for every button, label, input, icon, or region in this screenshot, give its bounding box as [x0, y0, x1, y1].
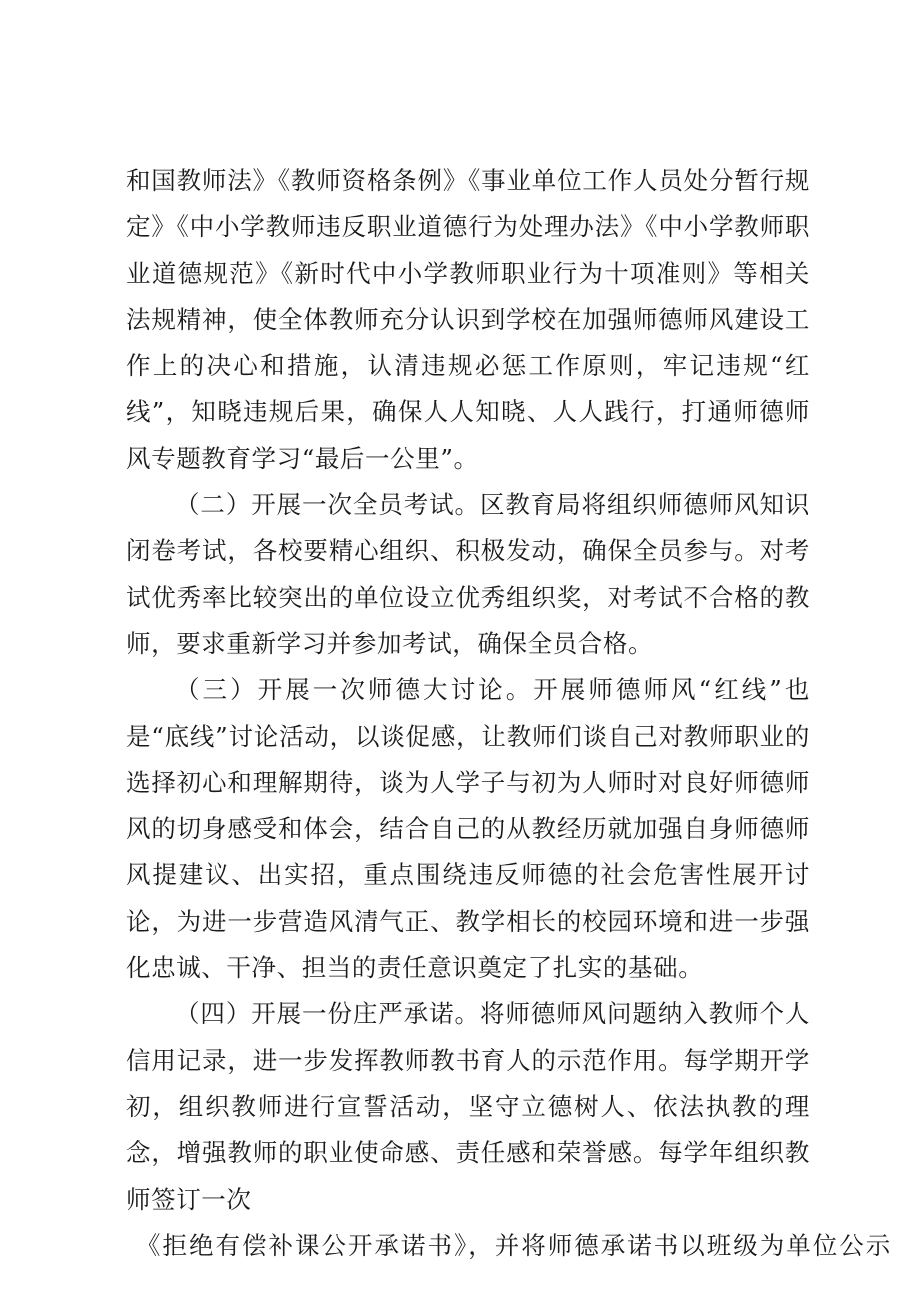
- paragraph-exam: （二）开展一次全员考试。区教育局将组织师德师风知识闭卷考试，各校要精心组织、积极发动，确保全员参与。对考试优秀率比较突出的单位设立优秀组织奖，对考试不合格的教师，要求重新学习并参加考试，确保全员合格。: [126, 490, 810, 658]
- paragraph-law-study: 和国教师法》《教师资格条例》《事业单位工作人员处分暂行规定》《中小学教师违反职业道德行为处理办法》《中小学教师职业道德规范》《新时代中小学教师职业行为十项准则》等相关法规精神，使全体教师充分认识到学校在加强师德师风建设工作上的决心和措施，认清违规必惩工作原则，牢记违规“红线”，知晓违规后果，确保人人知晓、人人践行，打通师德师风专题教育学习“最后一公里”。: [126, 166, 810, 473]
- paragraph-pledge: （四）开展一份庄严承诺。将师德师风问题纳入教师个人信用记录，进一步发挥教师教书育人的示范作用。每学期开学初，组织教师进行宣誓活动，坚守立德树人、依法执教的理念，增强教师的职业使命感、责任感和荣誉感。每学年组织教师签订一次: [126, 999, 810, 1214]
- document-body: [126, 158, 893, 1269]
- paragraph-pledge-continuation: 《拒绝有偿补课公开承诺书》，并将师德承诺书以班级为单位公示: [136, 1230, 893, 1260]
- paragraph-discussion: （三）开展一次师德大讨论。开展师德师风“红线”也是“底线”讨论活动，以谈促感，让教师们谈自己对教师职业的选择初心和理解期待，谈为人学子与初为人师时对良好师德师风的切身感受和体会，结合自己的从教经历就加强自身师德师风提建议、出实招，重点围绕违反师德的社会危害性展开讨论，为进一步营造风清气正、教学相长的校园环境和进一步强化忠诚、干净、担当的责任意识奠定了扎实的基础。: [126, 675, 810, 983]
